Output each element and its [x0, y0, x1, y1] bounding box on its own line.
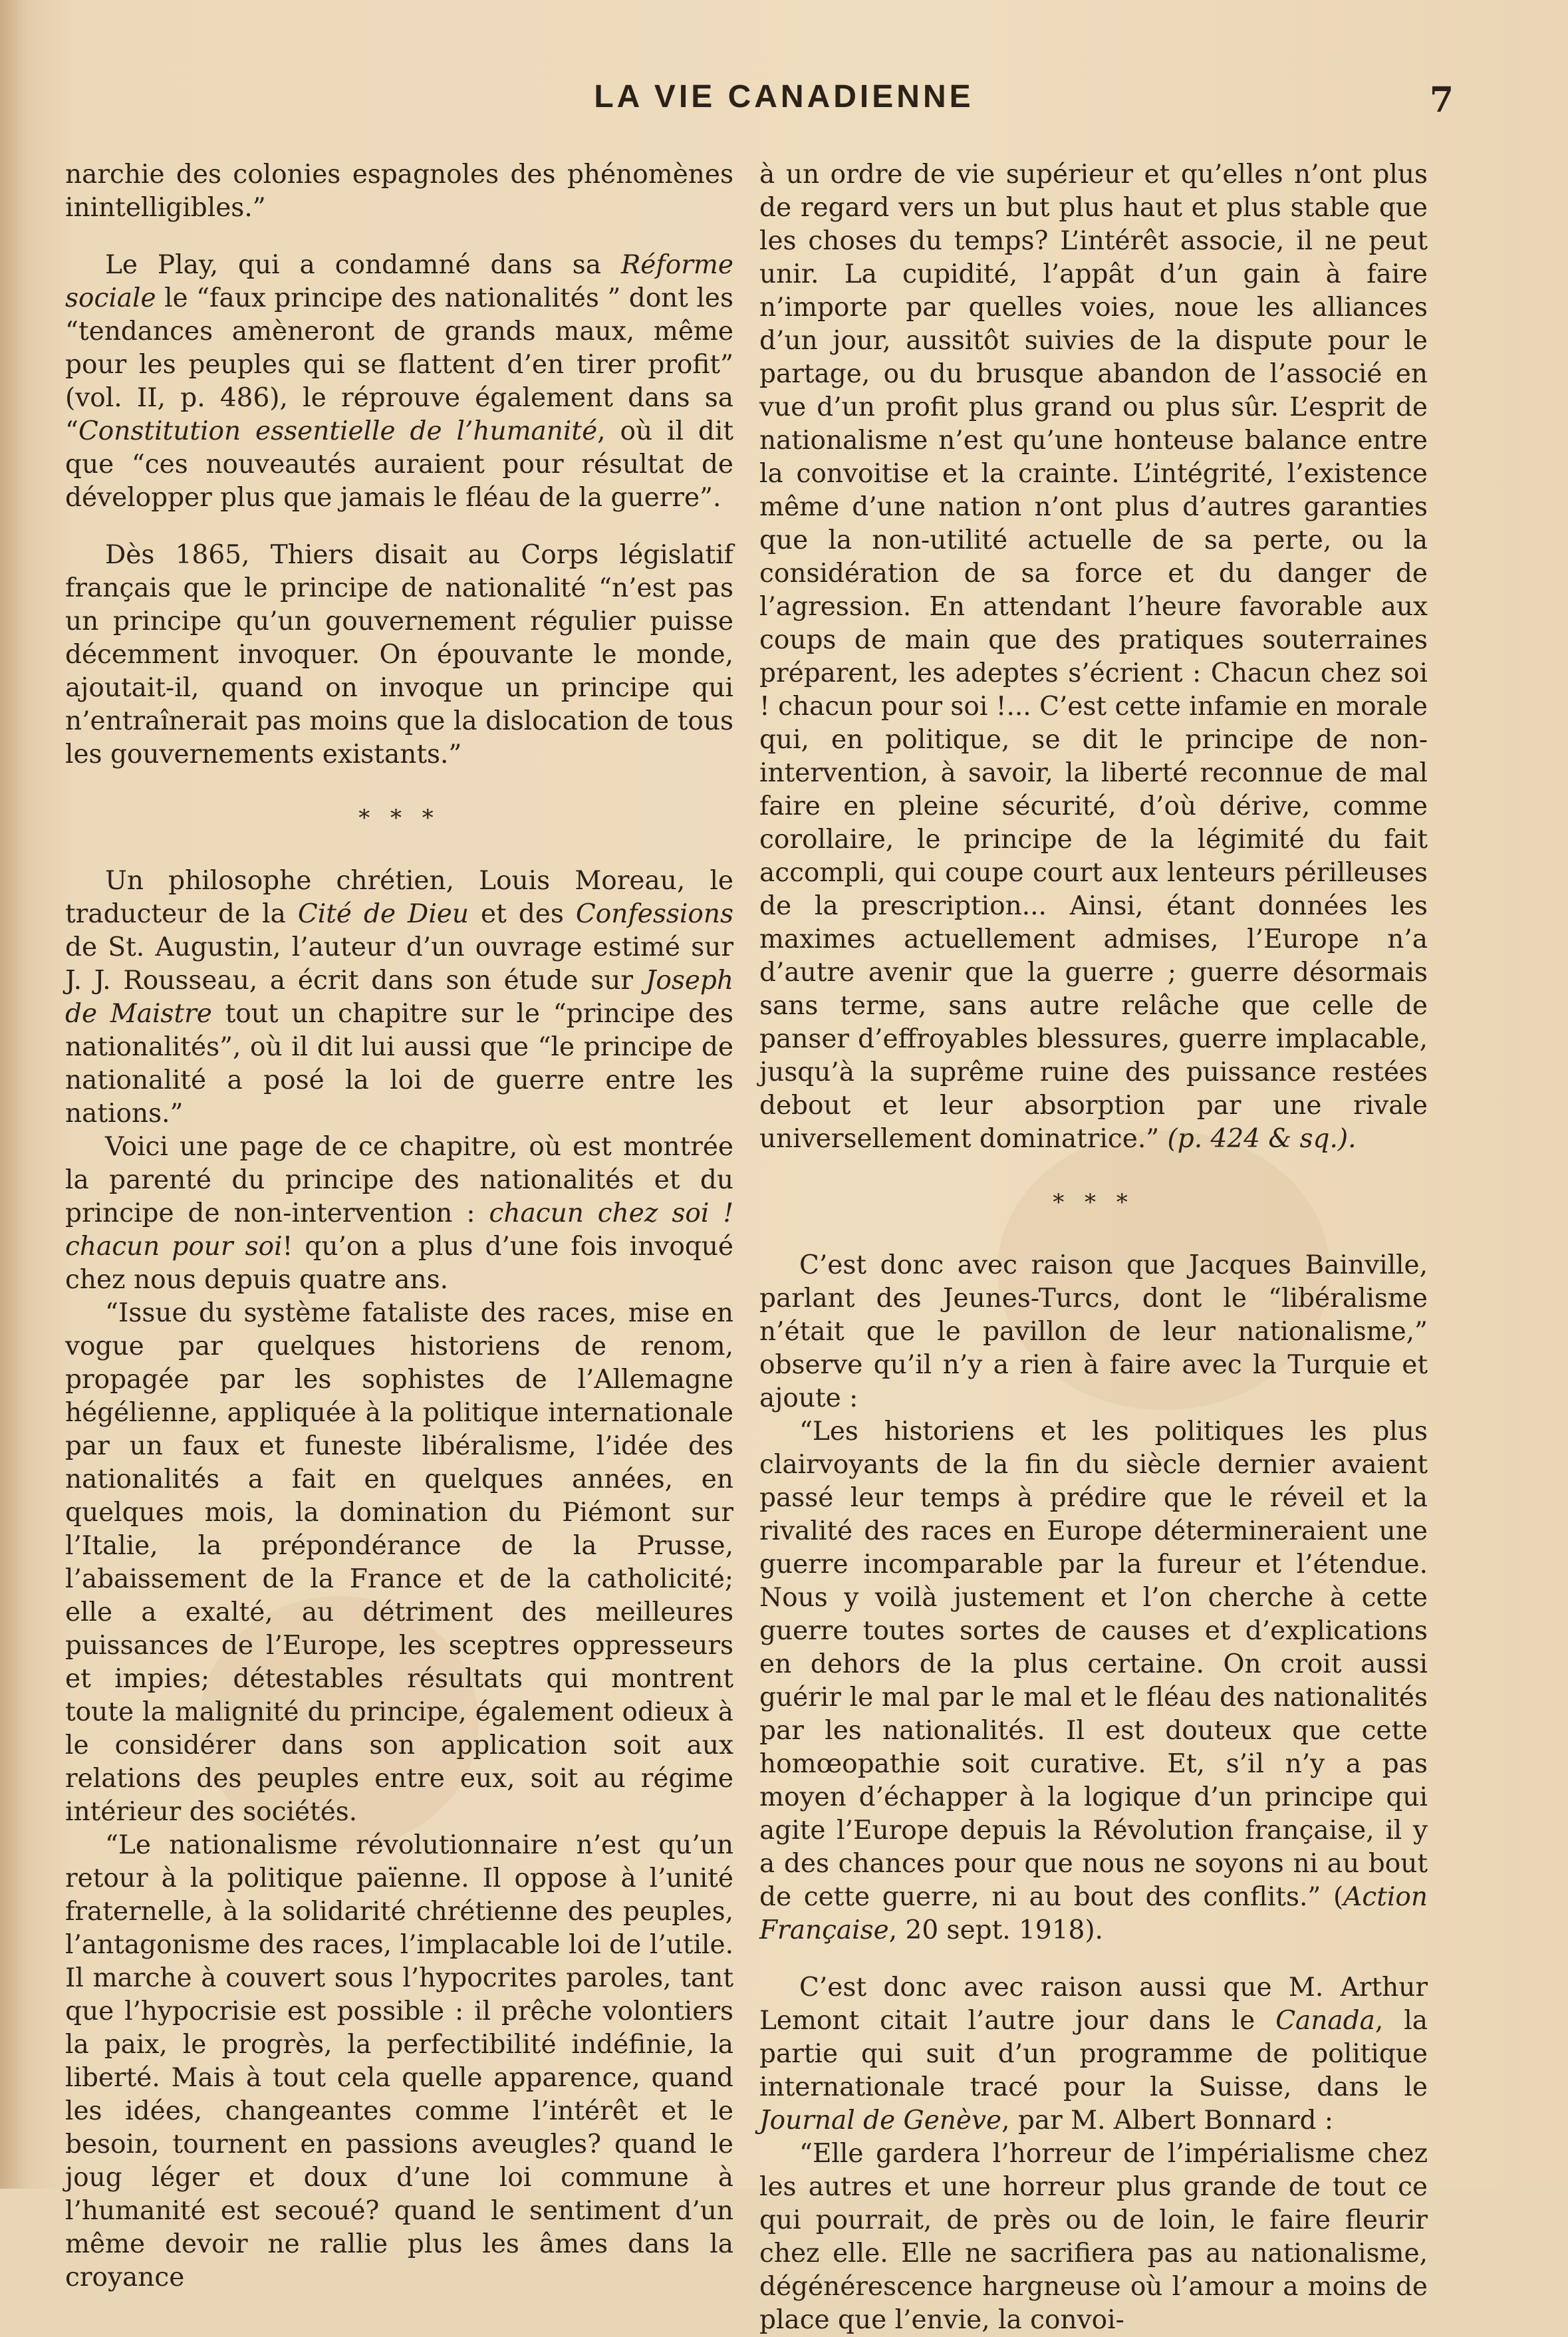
book-title: Constitution essentielle de l’humanité [78, 416, 598, 446]
paragraph [65, 249, 733, 515]
text-run: de St. Augustin, l’auteur d’un ouvrage estimé sur J. J. Rousseau, a écrit dans son étude sur [65, 932, 733, 996]
section-separator: * * * [358, 805, 440, 831]
text-run: , la partie qui suit d’un programme de politique internationale tracé pour la Suisse, dans le [759, 2006, 1428, 2102]
section-separator: * * * [1053, 1189, 1134, 1216]
running-head [0, 78, 1568, 125]
paragraph [759, 1415, 1428, 1947]
right-column [759, 158, 1428, 2337]
text-run: , par M. Albert Bonnard : [1001, 2106, 1334, 2135]
text-run: Un philosophe chrétien, Louis Moreau, le traducteur de la [65, 866, 733, 929]
text-run: “Les historiens et les politiques les plus clairvoyants de la fin du siècle dernier avaient passé leur temps à prédire que le réveil et la rivalité des races en Europe détermineraient une guerre incomparable par la fureur et l’étendue. Nous y voilà justement et l’on cherche à cette guerre toutes sortes de causes et d’explications en dehors de la plus certaine. On croit aussi guérir le mal par le mal et le fléau des nationalités par les nationalités. Il est douteux que cette homœopathie soit curative. Et, s’il n’y a pas moyen d’échapper à la logique d’un principe qui agite l’Europe depuis la Révolution française, il y a des chances pour que nous ne soyons ni au bout de cette guerre, ni au bout des conflits.” ( [759, 1417, 1428, 1912]
publication-title: Action Française [759, 1882, 1428, 1945]
paragraph: C’est donc avec raison que Jacques Bainville, parlant des Jeunes-Turcs, dont le “libéralisme n’était que le pavillon de leur nationalisme,” observe qu’il n’y a rien à faire avec la Turquie et ajoute : [759, 1250, 1428, 1413]
text-run: C’est donc avec raison aussi que M. Arthur Lemont citait l’autre jour dans le [759, 1973, 1428, 2036]
paragraph: “Le nationalisme révolutionnaire n’est qu’un retour à la politique païenne. Il oppose à l’unité fraternelle, à la solidarité chrétienne des peuples, l’antagonisme des races, l’implacable loi de l’utile. Il marche à couvert sous l’hypocrites paroles, tant que l’hypocrisie est possible : il prêche volontiers la paix, le progrès, la perfectibilité indéfinie, la liberté. Mais à tout cela quelle apparence, quand les idées, changeantes comme l’intérêt et le besoin, tournent en passions aveugles? quand le joug léger et doux d’une loi commune à l’humanité est secoué? quand le sentiment d’un même devoir ne rallie plus les âmes dans la croyance [65, 1830, 733, 2292]
text-run: et des [469, 899, 576, 929]
text-run: tout un chapitre sur le “principe des nationalités”, où il dit lui aussi que “le principe de nationalité a posé la loi de guerre entre les nations.” [65, 999, 734, 1129]
left-column [65, 158, 733, 2294]
text-run: à un ordre de vie supérieur et qu’elles n’ont plus de regard vers un but plus haut et plus stable que les choses du temps? L’intérêt associe, il ne peut unir. La cupidité, l’appât d’un gain à faire n’importe par quelles voies, noue les alliances d’un jour, aussitôt suivies de la dispute pour le partage, ou du brusque abandon de l’associé en vue d’un profit plus grand ou plus sûr. L’esprit de nationalisme n’est qu’une honteuse balance entre la convoitise et la crainte. L’intégrité, l’existence même d’une nation n’ont plus d’autres garanties que la non-utilité actuelle de sa perte, ou la considération de sa force et du danger de l’agression. En attendant l’heure favorable aux coups de main que des pratiques souterraines préparent, les adeptes s’écrient : Chacun chez soi ! chacun pour soi !... C’est cette infamie en morale qui, en politique, se dit le principe de non-intervention, à savoir, la liberté reconnue de mal faire en pleine sécurité, d’où dérive, comme corollaire, le principe de la légimité du fait accompli, qui coupe court aux lenteurs périlleuses de la prescription... Ainsi, étant données les maximes actuellement admises, l’Europe n’a d’autre avenir que la guerre ; guerre désormais sans terme, sans autre relâche que celle de panser d’effroyables blessures, guerre implacable, jusqu’à la suprême ruine des puissance restées debout et leur absorption par une rivale universellement dominatrice.” [759, 160, 1428, 1154]
paragraph: Dès 1865, Thiers disait au Corps législatif français que le principe de nationalité “n’est pas un principe qu’un gouvernement régulier puisse décemment invoquer. On épouvante le monde, ajoutait-il, quand on invoque un principe qui n’entraînerait pas moins que la dislocation de tous les gouvernements existants.” [65, 540, 733, 769]
paragraph [759, 1971, 1428, 2137]
book-title: Cité de Dieu [297, 899, 469, 929]
paragraph: “Elle gardera l’horreur de l’impérialisme chez les autres et une horreur plus grande de tout ce qui pourrait, de près ou de loin, le faire fleurir chez elle. Elle ne sacrifiera pas au nationalisme, dégénérescence hargneuse où l’amour a moins de place que l’envie, la convoi- [759, 2139, 1428, 2335]
text-run: le “faux principe des nationalités ” dont les “tendances amèneront de grands maux, même pour les peuples qui se flattent d’en tirer profit” (vol. II, p. 486), le réprouve également dans sa “ [65, 283, 733, 446]
publication-title: Journal de Genève [759, 2106, 1002, 2135]
page-number: 7 [1429, 80, 1454, 120]
quoted-phrase: chacun chez soi ! chacun pour soi [65, 1198, 733, 1262]
paragraph: narchie des colonies espagnoles des phénomènes inintelligibles.” [65, 160, 733, 223]
publication-title: Canada [1275, 2006, 1375, 2036]
paragraph [65, 865, 733, 1131]
text-run: , 20 sept. 1918). [888, 1915, 1103, 1945]
paragraph [759, 158, 1428, 1156]
paragraph [65, 1131, 733, 1297]
book-title: Réforme sociale [65, 250, 733, 313]
text-run: , où il dit que “ces nouveautés auraient pour résultat de développer plus que jamais le fléau de la guerre”. [65, 416, 733, 513]
page-title: LA VIE CANADIENNE [594, 79, 974, 114]
citation: (p. 424 & sq.). [1159, 1124, 1357, 1154]
paragraph: “Issue du système fataliste des races, mise en vogue par quelques historiens de renom, propagée par les sophistes de l’Allemagne hégélienne, appliquée à la politique internationale par un faux et funeste libéralisme, l’idée des nationalités a fait en quelques années, en quelques mois, la domination du Piémont sur l’Italie, la prépondérance de la Prusse, l’abaissement de la France et de la catholicité; elle a exalté, au détriment des meilleures puissances de l’Europe, les sceptres oppresseurs et impies; détestables résultats qui montrent toute la malignité du principe, également odieux à le considérer dans son application soit aux relations des peuples entre eux, soit au régime intérieur des sociétés. [65, 1298, 733, 1827]
text-run: Voici une page de ce chapitre, où est montrée la parenté du principe des nationalités et du principe de non-intervention : [65, 1132, 733, 1228]
book-title: Joseph de Maistre [65, 966, 733, 1029]
text-run: ! qu’on a plus d’une fois invoqué chez nous depuis quatre ans. [65, 1232, 733, 1295]
text-run: Le Play, qui a condamné dans sa [105, 250, 621, 280]
book-title: Confessions [575, 899, 733, 929]
